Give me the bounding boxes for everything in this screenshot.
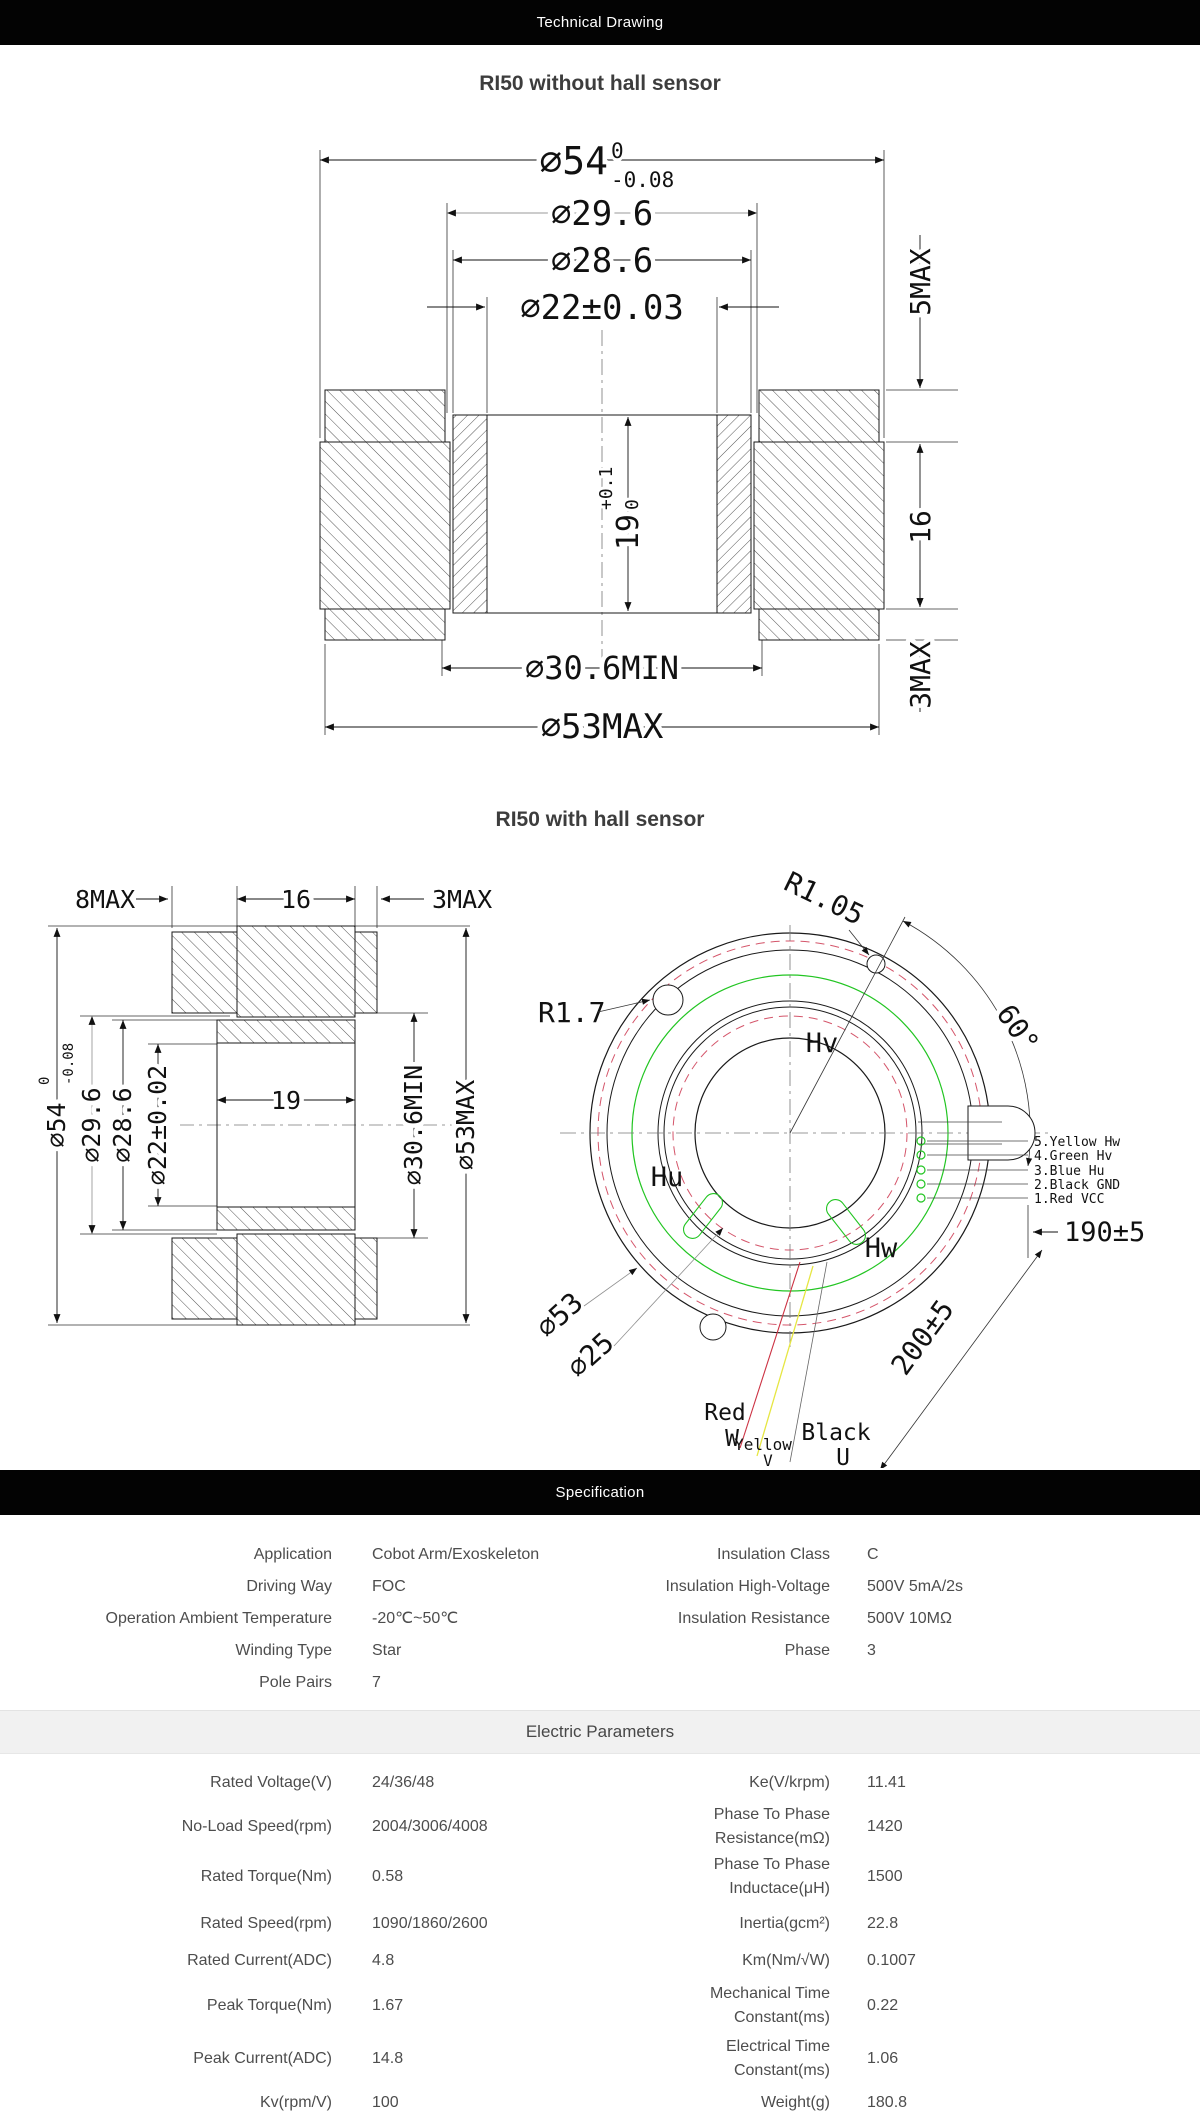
dim-5max	[904, 248, 937, 316]
spec-value: -20℃~50℃	[372, 1610, 459, 1627]
svg-text:⌀30.6MIN: ⌀30.6MIN	[399, 1064, 428, 1186]
pin-labels	[1034, 1135, 1120, 1207]
label-hu: Hu	[650, 1162, 684, 1193]
dim-3max-top: 3MAX	[432, 885, 493, 914]
specification-title: Specification	[555, 1484, 645, 1501]
spec-value: 3	[867, 1642, 876, 1659]
svg-text:-0.08: -0.08	[611, 168, 675, 192]
table-row	[0, 2084, 1200, 2115]
specification-table	[0, 1539, 1200, 1699]
table-row	[0, 1803, 1200, 1851]
param-value: 1.67	[372, 1996, 404, 2014]
label-r17: R1.7	[538, 996, 606, 1029]
spec-value: 7	[372, 1674, 381, 1691]
wire-label-yellow-phase: V	[763, 1451, 773, 1468]
dim-dia54	[539, 139, 674, 192]
param-label: Weight(g)	[760, 2094, 830, 2111]
param-value: 180.8	[867, 2094, 908, 2111]
param-value: 100	[372, 2094, 399, 2111]
param-label: Rated Current(ADC)	[187, 1951, 332, 1969]
svg-text:200±5: 200±5	[884, 1293, 961, 1382]
dim-dia296-side	[77, 1087, 106, 1162]
param-value: 0.22	[867, 1996, 899, 2014]
param-value: 0.1007	[867, 1951, 916, 1969]
callout-dia53	[530, 1286, 590, 1344]
param-value: 14.8	[372, 2050, 404, 2067]
table-row	[0, 1571, 1200, 1603]
page-title: Technical Drawing	[536, 14, 664, 31]
table-row	[0, 1667, 1200, 1699]
param-label: Mechanical Time Constant(ms)	[709, 1984, 830, 2026]
wire-label-red: Red	[704, 1400, 746, 1426]
svg-text:⌀54: ⌀54	[42, 1102, 71, 1148]
param-label: Peak Torque(Nm)	[206, 1996, 332, 2014]
svg-text:0: 0	[611, 139, 624, 163]
param-label: Electrical Time Constant(ms)	[725, 2038, 830, 2079]
param-value: 4.8	[372, 1951, 395, 1969]
dim-16	[904, 510, 937, 544]
dim-dia53max-side	[451, 1080, 480, 1170]
electric-parameters-table	[0, 1762, 1200, 2115]
drawing1-title: RI50 without hall sensor	[479, 72, 721, 95]
table-row	[0, 2034, 1200, 2084]
dim-19	[596, 467, 646, 550]
svg-text:0: 0	[622, 499, 643, 510]
svg-text:5MAX: 5MAX	[904, 248, 937, 316]
callout-dia25	[561, 1326, 621, 1384]
wire-label-black-phase: U	[836, 1445, 850, 1468]
dim-dia29-6: ⌀29.6	[550, 194, 654, 234]
spec-label: Phase	[784, 1642, 830, 1659]
param-label: Rated Torque(Nm)	[200, 1868, 332, 1885]
param-value: 1500	[867, 1868, 903, 1885]
drawing-with-hall-sensor	[0, 840, 1200, 1468]
spec-label: Application	[253, 1546, 332, 1563]
param-value: 22.8	[867, 1914, 899, 1932]
dim-dia306-side	[399, 1065, 428, 1185]
spec-value: Cobot Arm/Exoskeleton	[372, 1546, 540, 1563]
label-hv: Hv	[805, 1028, 839, 1059]
param-label: Ke(V/krpm)	[749, 1773, 830, 1791]
table-row	[0, 1903, 1200, 1944]
svg-text:⌀29.6: ⌀29.6	[77, 1087, 106, 1163]
svg-text:60°: 60°	[989, 998, 1046, 1059]
spec-value: C	[867, 1546, 879, 1563]
dim-190: 190±5	[1064, 1217, 1146, 1248]
svg-text:⌀28.6: ⌀28.6	[108, 1087, 137, 1163]
wire-label-yellow: Yellow	[734, 1435, 792, 1454]
label-hw: Hw	[864, 1233, 898, 1264]
spec-label: Operation Ambient Temperature	[105, 1610, 332, 1627]
pin-label-5: 5.Yellow Hw	[1034, 1135, 1121, 1150]
pin-label-1: 1.Red VCC	[1034, 1192, 1105, 1207]
header-bar	[0, 0, 1200, 45]
svg-text:R1.05: R1.05	[779, 865, 870, 932]
svg-text:16: 16	[904, 510, 937, 544]
dia53-leader	[584, 1268, 637, 1306]
drawing2-title: RI50 with hall sensor	[495, 808, 705, 831]
param-value: 11.41	[867, 1773, 906, 1791]
wire-label-red-phase: W	[725, 1426, 739, 1452]
param-label: Kv(rpm/V)	[260, 2094, 332, 2111]
spec-label: Pole Pairs	[259, 1674, 332, 1691]
param-value: 24/36/48	[372, 1773, 435, 1791]
param-label: Rated Speed(rpm)	[200, 1914, 332, 1932]
param-value: 2004/3006/4008	[372, 1818, 488, 1835]
pin-label-2: 2.Black GND	[1034, 1178, 1121, 1193]
svg-text:⌀54: ⌀54	[539, 139, 608, 183]
svg-text:⌀22±0.02: ⌀22±0.02	[143, 1064, 172, 1186]
spec-value: Star	[372, 1642, 402, 1659]
dim-dia286-side	[108, 1087, 137, 1162]
electric-parameters-title: Electric Parameters	[525, 1722, 675, 1741]
drawing-without-hall-sensor	[0, 100, 1200, 780]
param-label: Phase To Phase Resistance(mΩ)	[713, 1806, 830, 1847]
svg-text:⌀53: ⌀53	[529, 1285, 590, 1345]
spec-value: 500V 5mA/2s	[867, 1578, 964, 1595]
param-label: Km(Nm/√W)	[742, 1951, 830, 1969]
svg-text:0: 0	[37, 1076, 53, 1085]
label-r105	[779, 865, 869, 932]
table-row	[0, 1539, 1200, 1571]
svg-text:3MAX: 3MAX	[904, 641, 937, 709]
svg-text:19: 19	[611, 514, 646, 551]
param-label: Phase To Phase Inductace(μH)	[713, 1856, 830, 1897]
spec-label: Insulation Resistance	[677, 1610, 830, 1627]
hall-sensor-elements	[680, 1190, 869, 1248]
dim-200	[884, 1294, 960, 1382]
table-row	[0, 1603, 1200, 1635]
dim-dia28-6: ⌀28.6	[550, 241, 654, 281]
svg-text:⌀53MAX: ⌀53MAX	[451, 1079, 480, 1171]
pin-label-4: 4.Green Hv	[1034, 1149, 1113, 1164]
svg-text:⌀25: ⌀25	[560, 1325, 621, 1385]
electric-parameters-band	[0, 1710, 1200, 1754]
dim-8max: 8MAX	[75, 885, 136, 914]
connector-outline	[968, 1106, 1035, 1160]
spec-label: Insulation Class	[717, 1546, 830, 1563]
param-value: 1090/1860/2600	[372, 1914, 488, 1932]
param-label: Rated Voltage(V)	[210, 1773, 332, 1791]
table-row	[0, 1635, 1200, 1667]
spec-label: Insulation High-Voltage	[665, 1578, 830, 1595]
pin-label-3: 3.Blue Hu	[1034, 1164, 1105, 1179]
param-value: 0.58	[372, 1868, 404, 1885]
dim-3max	[904, 641, 937, 709]
spec-value: FOC	[372, 1578, 406, 1595]
table-row	[0, 1944, 1200, 1977]
param-label: No-Load Speed(rpm)	[181, 1818, 332, 1835]
dim-dia53max: ⌀53MAX	[540, 707, 664, 747]
table-row	[0, 1762, 1200, 1803]
table-row	[0, 1977, 1200, 2034]
param-value: 1.06	[867, 2050, 899, 2067]
wire-label-black: Black	[801, 1420, 871, 1446]
svg-text:+0.1: +0.1	[596, 466, 617, 510]
spec-label: Driving Way	[246, 1578, 332, 1595]
dim-dia22-side	[143, 1065, 172, 1185]
dim-dia22: ⌀22±0.03	[520, 288, 684, 328]
specification-bar	[0, 1470, 1200, 1515]
spec-label: Winding Type	[235, 1642, 332, 1659]
dim-dia30-6min: ⌀30.6MIN	[524, 649, 680, 687]
dim-19-side: 19	[270, 1086, 302, 1115]
svg-text:-0.08: -0.08	[61, 1042, 77, 1085]
param-label: Inertia(gcm²)	[739, 1914, 830, 1932]
side-view-body	[172, 926, 377, 1325]
table-row	[0, 1851, 1200, 1903]
dim-60deg	[990, 998, 1046, 1058]
spec-value: 500V 10MΩ	[867, 1610, 952, 1627]
param-value: 1420	[867, 1818, 903, 1835]
param-label: Peak Current(ADC)	[193, 2050, 332, 2067]
dim-16-top: 16	[280, 885, 312, 914]
